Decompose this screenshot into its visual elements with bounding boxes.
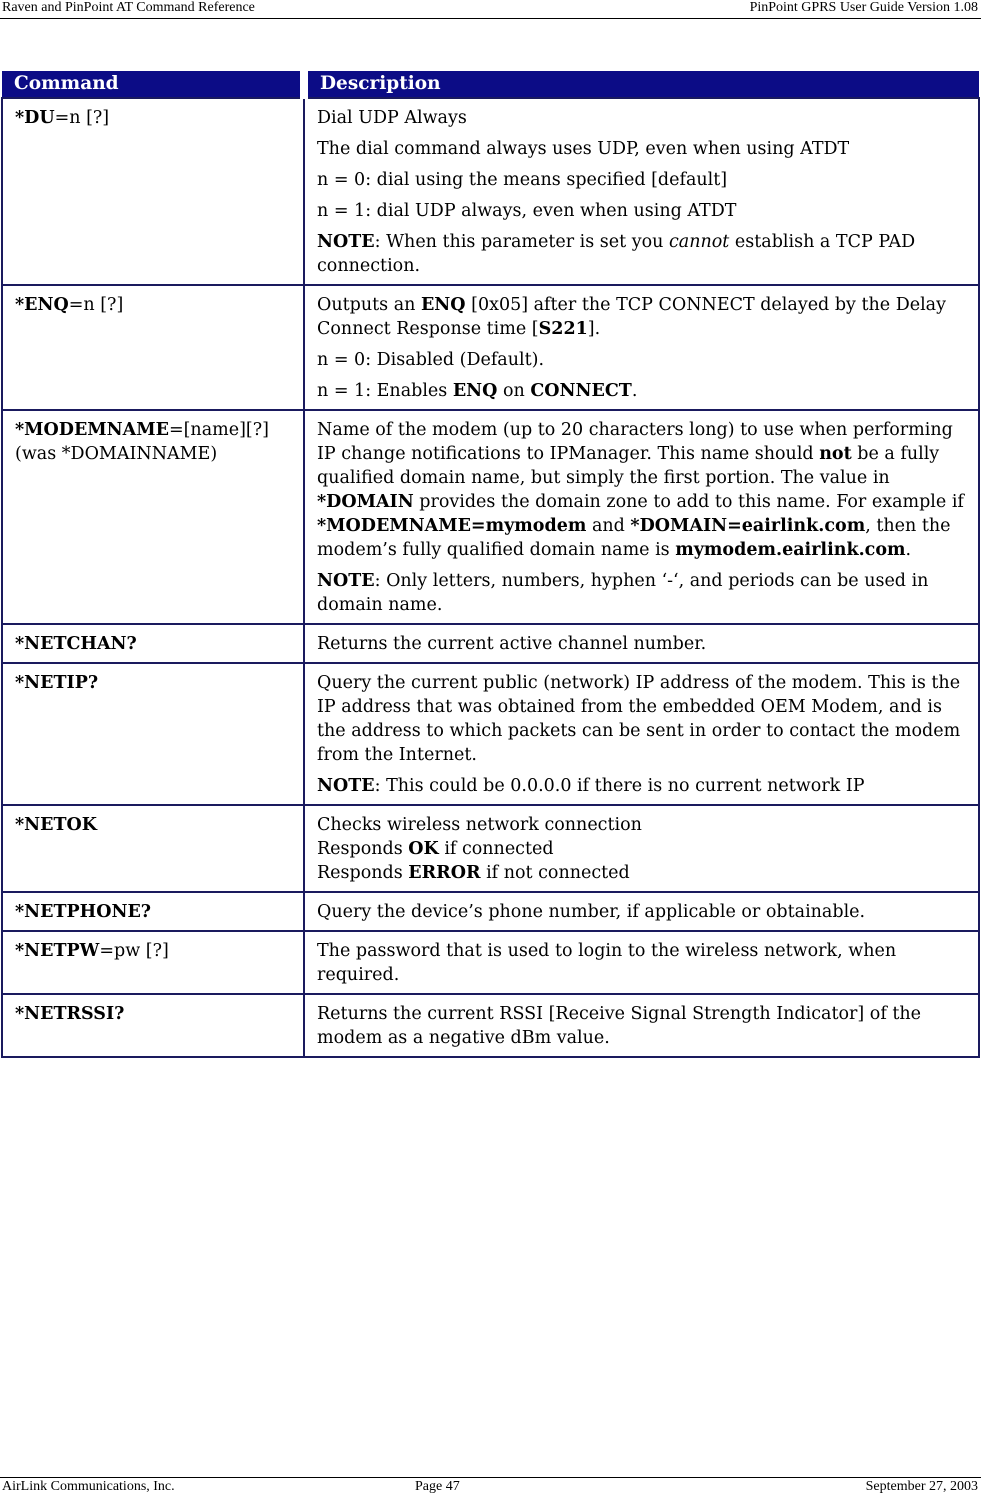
- note-text: [317, 569, 966, 617]
- text-fragment: .: [905, 540, 912, 560]
- note-fragment: : Only letters, numbers, hyphen ‘-‘, and periods can be used in domain name.: [317, 571, 929, 615]
- note-fragment: : This could be 0.0.0.0 if there is no current network IP: [374, 776, 865, 796]
- note-label: NOTE: [317, 776, 375, 796]
- description-cell: [304, 98, 979, 285]
- description-text: n = 0: dial using the means specified [default]: [317, 170, 728, 190]
- text-fragment: n = 1: Enables: [317, 381, 453, 401]
- command-cell: [2, 410, 304, 624]
- table-row: [2, 931, 979, 994]
- note-text: [317, 230, 966, 278]
- bold-fragment: *DOMAIN: [317, 492, 414, 512]
- command-name: *NETRSSI?: [15, 1004, 125, 1024]
- text-fragment: Name of the modem (up to 20 characters long) to use when performing IP change notifications to IPManager. This name should: [317, 420, 953, 464]
- table-row: [2, 805, 979, 892]
- description-cell: [304, 624, 979, 663]
- description-text: n = 0: Disabled (Default).: [317, 350, 545, 370]
- command-name: *DU: [15, 108, 55, 128]
- description-text: Returns the current active channel number.: [317, 634, 707, 654]
- footer-page-number: Page 47: [415, 1479, 460, 1494]
- text-fragment: [0x05] after the TCP CONNECT delayed by the Delay Connect Response time [: [317, 295, 947, 339]
- page-header: [0, 0, 981, 19]
- description-text: Dial UDP Always: [317, 108, 467, 128]
- description-text: The password that is used to login to the wireless network, when required.: [317, 941, 897, 985]
- text-fragment: provides the domain zone to add to this name. For example if: [413, 492, 964, 512]
- page-footer: [0, 1477, 981, 1496]
- note-label: NOTE: [317, 571, 375, 591]
- header-guide-version: PinPoint GPRS User Guide Version 1.08: [749, 0, 978, 15]
- note-label: NOTE: [317, 232, 375, 252]
- text-fragment: be a fully qualified domain name, but simply the first portion. The value in: [317, 444, 940, 488]
- description-text: n = 1: dial UDP always, even when using ATDT: [317, 201, 737, 221]
- note-text: [317, 774, 966, 798]
- description-text: [317, 418, 966, 562]
- bold-fragment: *MODEMNAME=mymodem: [317, 516, 587, 536]
- description-text: Query the current public (network) IP address of the modem. This is the IP address that was obtained from the embedded OEM Modem, and is the address to which packets can be sent in order to contact the modem from the Internet.: [317, 673, 961, 765]
- command-cell: [2, 994, 304, 1057]
- text-fragment: if not connected: [480, 863, 630, 883]
- command-name: *NETCHAN?: [15, 634, 137, 654]
- bold-fragment: ERROR: [408, 863, 481, 883]
- note-fragment: establish a TCP PAD connection.: [317, 232, 916, 276]
- description-text: [317, 379, 966, 403]
- command-cell: [2, 98, 304, 285]
- bold-fragment: *DOMAIN=eairlink.com: [630, 516, 866, 536]
- text-fragment: Responds: [317, 863, 409, 883]
- command-cell: [2, 931, 304, 994]
- footer-date: September 27, 2003: [865, 1479, 978, 1494]
- command-name: *ENQ: [15, 295, 69, 315]
- bold-fragment: CONNECT: [530, 381, 632, 401]
- description-cell: [304, 410, 979, 624]
- bold-fragment: ENQ: [452, 381, 498, 401]
- note-fragment: : When this parameter is set you: [374, 232, 669, 252]
- table-row: [2, 663, 979, 805]
- description-text: [317, 293, 966, 341]
- command-args: =n [?]: [68, 295, 124, 315]
- table-row: [2, 410, 979, 624]
- command-table: [1, 71, 980, 1058]
- description-cell: [304, 994, 979, 1057]
- description-cell: [304, 285, 979, 410]
- command-cell: [2, 892, 304, 931]
- text-fragment: on: [497, 381, 531, 401]
- command-name: *NETOK: [15, 815, 97, 835]
- command-cell: [2, 285, 304, 410]
- text-fragment: , then the modem’s fully qualified domain name is: [317, 516, 951, 560]
- text-fragment: Responds: [317, 839, 409, 859]
- note-emphasis: cannot: [669, 232, 730, 252]
- command-cell: [2, 663, 304, 805]
- text-fragment: .: [631, 381, 638, 401]
- description-cell: [304, 931, 979, 994]
- description-text: Query the device’s phone number, if applicable or obtainable.: [317, 902, 866, 922]
- description-text: [317, 861, 966, 885]
- bold-fragment: ENQ: [420, 295, 466, 315]
- table-header-row: [2, 71, 979, 98]
- description-text: Returns the current RSSI [Receive Signal Strength Indicator] of the modem as a negative dBm value.: [317, 1004, 922, 1048]
- footer-company: AirLink Communications, Inc.: [2, 1479, 175, 1494]
- table-row: [2, 98, 979, 285]
- text-fragment: ].: [587, 319, 601, 339]
- table-row: [2, 285, 979, 410]
- command-name: *NETIP?: [15, 673, 99, 693]
- command-cell: [2, 805, 304, 892]
- description-text: Checks wireless network connection: [317, 815, 642, 835]
- bold-fragment: mymodem.eairlink.com: [675, 540, 906, 560]
- column-header-description: Description: [304, 71, 979, 98]
- table-row: [2, 624, 979, 663]
- description-cell: [304, 805, 979, 892]
- command-name: *MODEMNAME: [15, 420, 169, 440]
- command-alias: (was *DOMAINNAME): [15, 444, 218, 464]
- text-fragment: if connected: [438, 839, 554, 859]
- bold-fragment: S221: [538, 319, 588, 339]
- table-row: [2, 994, 979, 1057]
- bold-fragment: not: [819, 444, 852, 464]
- header-doc-title: Raven and PinPoint AT Command Reference: [2, 0, 255, 15]
- command-cell: [2, 624, 304, 663]
- command-name: *NETPW: [15, 941, 100, 961]
- command-args: =n [?]: [54, 108, 110, 128]
- description-text: The dial command always uses UDP, even when using ATDT: [317, 139, 850, 159]
- command-args: =[name][?]: [168, 420, 269, 440]
- text-fragment: Outputs an: [317, 295, 421, 315]
- column-header-command: Command: [2, 71, 304, 98]
- command-args: =pw [?]: [99, 941, 169, 961]
- description-cell: [304, 892, 979, 931]
- description-cell: [304, 663, 979, 805]
- table-row: [2, 892, 979, 931]
- description-text: [317, 837, 966, 861]
- bold-fragment: OK: [408, 839, 439, 859]
- command-name: *NETPHONE?: [15, 902, 152, 922]
- text-fragment: and: [586, 516, 631, 536]
